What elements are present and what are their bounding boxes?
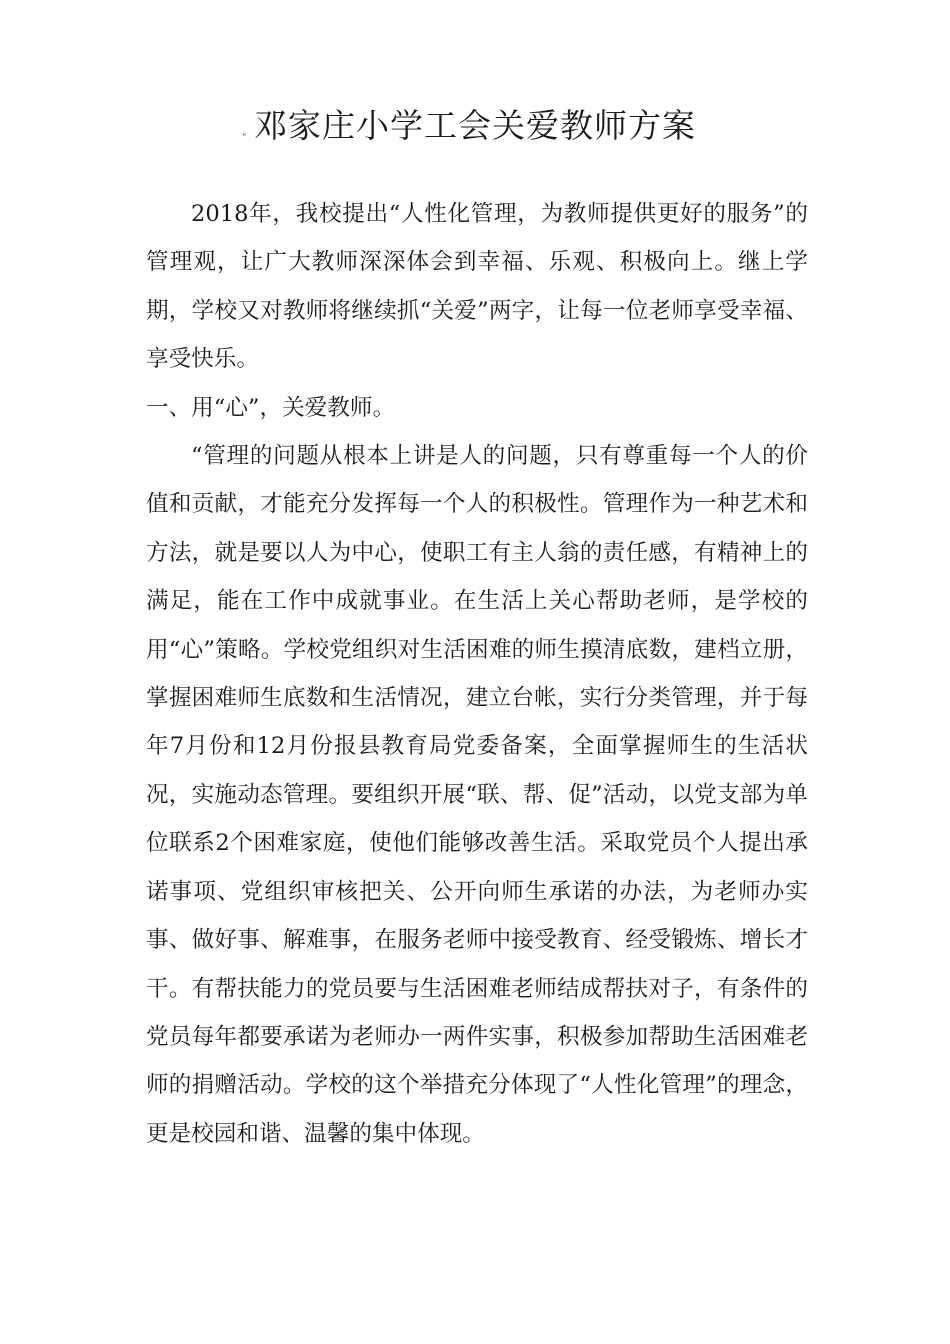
section-heading-1: 一、用“心”，关爱教师。 bbox=[146, 394, 396, 421]
document-body bbox=[146, 190, 808, 1158]
document-title-text: 邓家庄小学工会关爱教师方案 bbox=[254, 106, 696, 145]
intro-paragraph: 2018年，我校提出“人性化管理，为教师提供更好的服务”的管理观，让广大教师深深体会到幸福、乐观、积极向上。继上学期，学校又对教师将继续抓“关爱”两字，让每一位老师享受幸福、享受快乐。 bbox=[146, 201, 808, 373]
title-block bbox=[0, 100, 950, 152]
document-title bbox=[242, 100, 696, 152]
section-1-paragraph: “管理的问题从根本上讲是人的问题，只有尊重每一个人的价值和贡献，才能充分发挥每一个人的积极性。管理作为一种艺术和方法，就是要以人为中心，使职工有主人翁的责任感，有精神上的满足，能在工作中成就事业。在生活上关心帮助老师，是学校的用“心”策略。学校党组织对生活困难的师生摸清底数，建档立册，掌握困难师生底数和生活情况，建立台帐，实行分类管理，并于每年7月份和12月份报县教育局党委备案，全面掌握师生的生活状况，实施动态管理。要组织开展“联、帮、促”活动，以党支部为单位联系2个困难家庭，使他们能够改善生活。采取党员个人提出承诺事项、党组织审核把关、公开向师生承诺的办法，为老师办实事、做好事、解难事，在服务老师中接受教育、经受锻炼、增长才干。有帮扶能力的党员要与生活困难老师结成帮扶对子，有条件的党员每年都要承诺为老师办一两件实事，积极参加帮助生活困难老师的捐赠活动。学校的这个举措充分体现了“人性化管理”的理念，更是校园和谐、温馨的集中体现。 bbox=[146, 443, 808, 1147]
title-stray-mark: “ bbox=[242, 133, 248, 143]
